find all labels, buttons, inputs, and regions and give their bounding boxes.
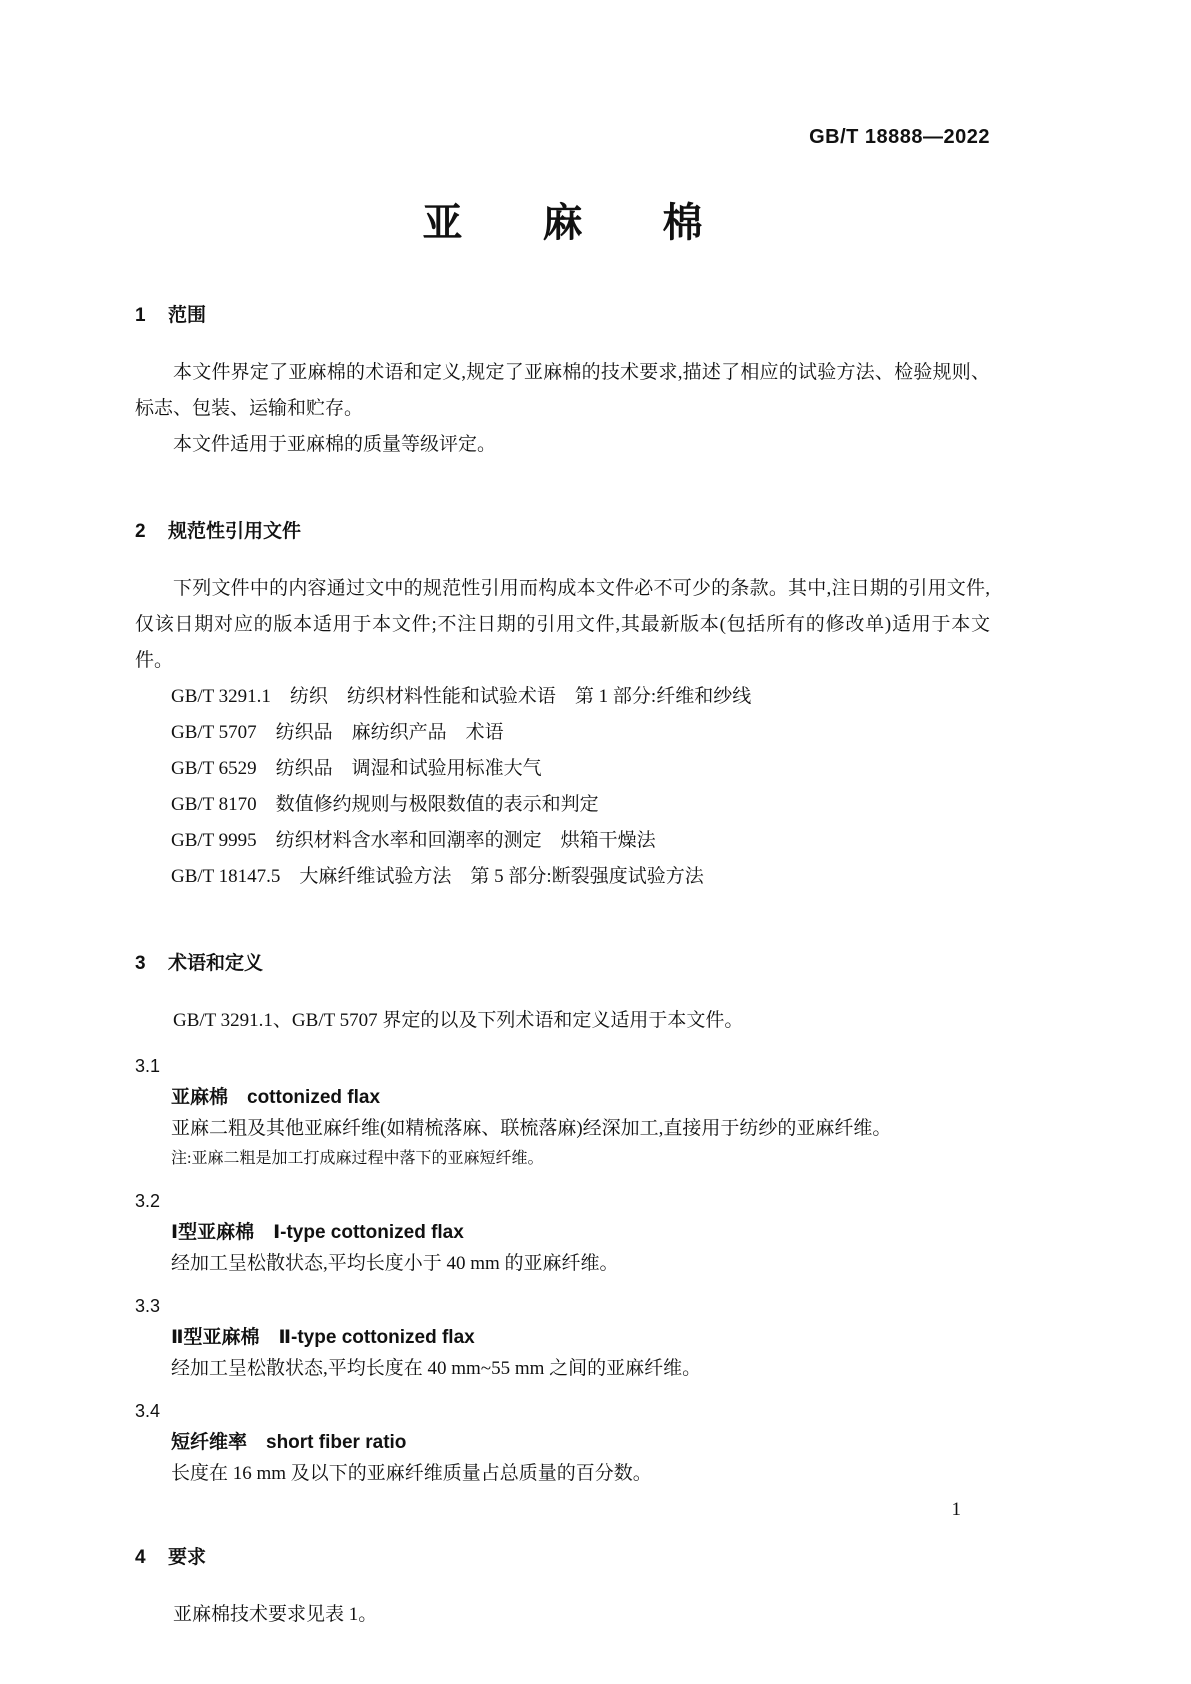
term-title: Ⅱ型亚麻棉 Ⅱ-type cottonized flax <box>171 1327 475 1348</box>
reference-item: GB/T 8170 数值修约规则与极限数值的表示和判定 <box>171 794 599 815</box>
term-title: Ⅰ型亚麻棉 Ⅰ-type cottonized flax <box>171 1222 464 1243</box>
reference-item: GB/T 5707 纺织品 麻纺织产品 术语 <box>171 722 504 743</box>
section-1-paragraph-1: 本文件界定了亚麻棉的术语和定义,规定了亚麻棉的技术要求,描述了相应的试验方法、检验规则、标志、包装、运输和贮存。 <box>135 362 990 419</box>
section-4-paragraph-1: 亚麻棉技术要求见表 1。 <box>173 1604 378 1625</box>
section-2-intro: 下列文件中的内容通过文中的规范性引用而构成本文件必不可少的条款。其中,注日期的引用文件,仅该日期对应的版本适用于本文件;不注日期的引用文件,其最新版本(包括所有的修改单)适用于本文件。 <box>135 578 990 671</box>
standard-number: GB/T 18888—2022 <box>809 126 990 148</box>
clause-number: 3.1 <box>135 1056 161 1076</box>
terms-list <box>135 1051 990 1489</box>
reference-item: GB/T 3291.1 纺织 纺织材料性能和试验术语 第 1 部分:纤维和纱线 <box>171 686 752 707</box>
section-1-number: 1 <box>135 305 146 326</box>
section-4-number: 4 <box>135 1547 146 1568</box>
term-block <box>135 1186 990 1279</box>
term-block <box>135 1396 990 1489</box>
section-2-title: 规范性引用文件 <box>168 521 302 542</box>
section-1-title: 范围 <box>168 305 207 326</box>
section-4-heading <box>135 1545 990 1571</box>
reference-item: GB/T 9995 纺织材料含水率和回潮率的测定 烘箱干燥法 <box>171 830 656 851</box>
term-block <box>135 1051 990 1174</box>
section-3-heading <box>135 951 990 977</box>
section-2-number: 2 <box>135 521 146 542</box>
section-1-paragraph-2: 本文件适用于亚麻棉的质量等级评定。 <box>173 434 497 455</box>
document-title: 亚 麻 棉 <box>422 201 703 245</box>
term-definition: 长度在 16 mm 及以下的亚麻纤维质量占总质量的百分数。 <box>171 1463 652 1484</box>
term-definition: 亚麻二粗及其他亚麻纤维(如精梳落麻、联梳落麻)经深加工,直接用于纺纱的亚麻纤维。 <box>171 1118 892 1139</box>
term-block <box>135 1291 990 1384</box>
term-title: 短纤维率 short fiber ratio <box>171 1432 407 1453</box>
clause-number: 3.3 <box>135 1296 161 1316</box>
clause-number: 3.2 <box>135 1191 161 1211</box>
section-2-heading <box>135 519 990 545</box>
section-4-title: 要求 <box>168 1547 207 1568</box>
term-title: 亚麻棉 cottonized flax <box>171 1087 381 1108</box>
term-definition: 经加工呈松散状态,平均长度小于 40 mm 的亚麻纤维。 <box>171 1253 619 1274</box>
reference-item: GB/T 6529 纺织品 调湿和试验用标准大气 <box>171 758 542 779</box>
term-note: 注:亚麻二粗是加工打成麻过程中落下的亚麻短纤维。 <box>171 1150 544 1167</box>
clause-number: 3.4 <box>135 1401 161 1421</box>
section-3-title: 术语和定义 <box>168 953 264 974</box>
section-3-intro: GB/T 3291.1、GB/T 5707 界定的以及下列术语和定义适用于本文件。 <box>173 1010 744 1031</box>
section-3-number: 3 <box>135 953 146 974</box>
section-1-heading <box>135 303 990 329</box>
page-number: 1 <box>951 1499 961 1520</box>
term-definition: 经加工呈松散状态,平均长度在 40 mm~55 mm 之间的亚麻纤维。 <box>171 1358 702 1379</box>
reference-item: GB/T 18147.5 大麻纤维试验方法 第 5 部分:断裂强度试验方法 <box>171 866 704 887</box>
